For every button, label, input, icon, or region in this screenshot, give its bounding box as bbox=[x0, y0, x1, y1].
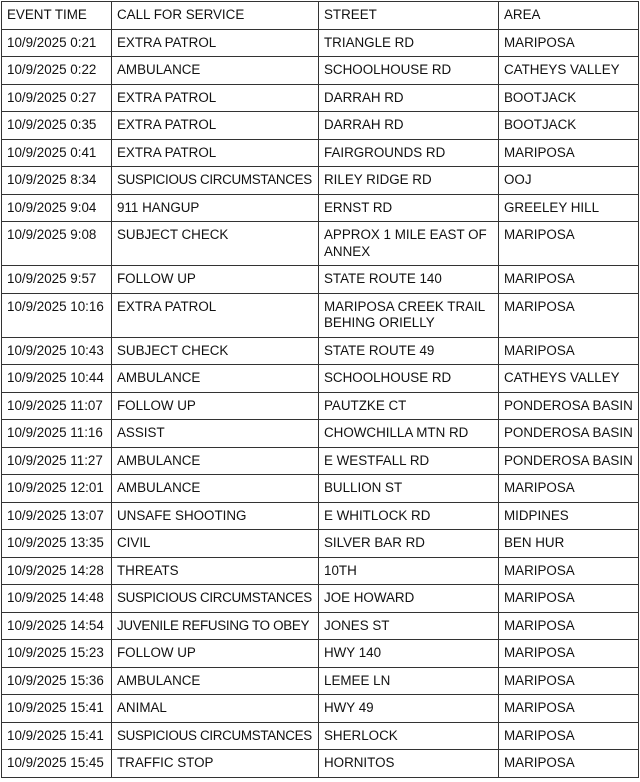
event-time-cell: 10/9/2025 12:01 bbox=[2, 475, 112, 503]
call-type-cell: FOLLOW UP bbox=[112, 392, 319, 420]
header-event-time: EVENT TIME bbox=[2, 2, 112, 30]
area-cell: GREELEY HILL bbox=[499, 194, 639, 222]
table-row bbox=[2, 447, 639, 475]
call-type-cell: EXTRA PATROL bbox=[112, 139, 319, 167]
call-type-cell: UNSAFE SHOOTING bbox=[112, 502, 319, 530]
street-cell: 10TH bbox=[319, 557, 499, 585]
table-row bbox=[2, 266, 639, 294]
area-cell: MARIPOSA bbox=[499, 667, 639, 695]
table-row bbox=[2, 29, 639, 57]
street-cell: JOE HOWARD bbox=[319, 585, 499, 613]
street-cell: CHOWCHILLA MTN RD bbox=[319, 420, 499, 448]
event-time-cell: 10/9/2025 8:34 bbox=[2, 167, 112, 195]
area-cell: BOOTJACK bbox=[499, 84, 639, 112]
call-type-cell: SUSPICIOUS CIRCUMSTANCES bbox=[112, 722, 319, 750]
call-type-cell: EXTRA PATROL bbox=[112, 84, 319, 112]
table-body bbox=[2, 29, 639, 777]
area-cell: MARIPOSA bbox=[499, 640, 639, 668]
street-cell: APPROX 1 MILE EAST OF ANNEX bbox=[319, 222, 499, 266]
area-cell: OOJ bbox=[499, 167, 639, 195]
call-type-cell: FOLLOW UP bbox=[112, 640, 319, 668]
call-type-cell: SUBJECT CHECK bbox=[112, 337, 319, 365]
area-cell: PONDEROSA BASIN bbox=[499, 420, 639, 448]
event-time-cell: 10/9/2025 13:35 bbox=[2, 530, 112, 558]
street-cell: SILVER BAR RD bbox=[319, 530, 499, 558]
street-cell: HWY 49 bbox=[319, 695, 499, 723]
event-time-cell: 10/9/2025 14:48 bbox=[2, 585, 112, 613]
table-row bbox=[2, 365, 639, 393]
call-type-cell: SUSPICIOUS CIRCUMSTANCES bbox=[112, 585, 319, 613]
table-row bbox=[2, 112, 639, 140]
area-cell: CATHEYS VALLEY bbox=[499, 365, 639, 393]
event-time-cell: 10/9/2025 11:27 bbox=[2, 447, 112, 475]
event-time-cell: 10/9/2025 11:16 bbox=[2, 420, 112, 448]
event-time-cell: 10/9/2025 15:23 bbox=[2, 640, 112, 668]
table-row bbox=[2, 194, 639, 222]
street-cell: SHERLOCK bbox=[319, 722, 499, 750]
header-area: AREA bbox=[499, 2, 639, 30]
table-row bbox=[2, 222, 639, 266]
area-cell: MARIPOSA bbox=[499, 293, 639, 337]
street-cell: BULLION ST bbox=[319, 475, 499, 503]
call-type-cell: EXTRA PATROL bbox=[112, 29, 319, 57]
event-time-cell: 10/9/2025 14:28 bbox=[2, 557, 112, 585]
table-row bbox=[2, 640, 639, 668]
area-cell: MARIPOSA bbox=[499, 266, 639, 294]
call-type-cell: SUBJECT CHECK bbox=[112, 222, 319, 266]
event-time-cell: 10/9/2025 15:41 bbox=[2, 722, 112, 750]
table-row bbox=[2, 293, 639, 337]
event-time-cell: 10/9/2025 15:36 bbox=[2, 667, 112, 695]
event-time-cell: 10/9/2025 0:41 bbox=[2, 139, 112, 167]
street-cell: SCHOOLHOUSE RD bbox=[319, 57, 499, 85]
area-cell: PONDEROSA BASIN bbox=[499, 392, 639, 420]
area-cell: MARIPOSA bbox=[499, 612, 639, 640]
event-time-cell: 10/9/2025 10:43 bbox=[2, 337, 112, 365]
street-cell: SCHOOLHOUSE RD bbox=[319, 365, 499, 393]
header-call-for-service: CALL FOR SERVICE bbox=[112, 2, 319, 30]
event-time-cell: 10/9/2025 9:08 bbox=[2, 222, 112, 266]
area-cell: BEN HUR bbox=[499, 530, 639, 558]
area-cell: MARIPOSA bbox=[499, 585, 639, 613]
call-type-cell: EXTRA PATROL bbox=[112, 293, 319, 337]
area-cell: MARIPOSA bbox=[499, 475, 639, 503]
event-time-cell: 10/9/2025 0:27 bbox=[2, 84, 112, 112]
street-cell: STATE ROUTE 140 bbox=[319, 266, 499, 294]
call-type-cell: EXTRA PATROL bbox=[112, 112, 319, 140]
call-type-cell: AMBULANCE bbox=[112, 447, 319, 475]
area-cell: MARIPOSA bbox=[499, 29, 639, 57]
area-cell: MARIPOSA bbox=[499, 139, 639, 167]
header-street: STREET bbox=[319, 2, 499, 30]
table-row bbox=[2, 337, 639, 365]
street-cell: MARIPOSA CREEK TRAIL BEHING ORIELLY bbox=[319, 293, 499, 337]
street-cell: ERNST RD bbox=[319, 194, 499, 222]
table-row bbox=[2, 557, 639, 585]
street-cell: STATE ROUTE 49 bbox=[319, 337, 499, 365]
call-type-cell: TRAFFIC STOP bbox=[112, 750, 319, 778]
header-row bbox=[2, 2, 639, 30]
event-time-cell: 10/9/2025 15:45 bbox=[2, 750, 112, 778]
area-cell: MARIPOSA bbox=[499, 222, 639, 266]
table-row bbox=[2, 667, 639, 695]
event-time-cell: 10/9/2025 10:44 bbox=[2, 365, 112, 393]
call-type-cell: 911 HANGUP bbox=[112, 194, 319, 222]
table-row bbox=[2, 475, 639, 503]
call-type-cell: ANIMAL bbox=[112, 695, 319, 723]
call-type-cell: AMBULANCE bbox=[112, 667, 319, 695]
table-row bbox=[2, 139, 639, 167]
street-cell: HORNITOS bbox=[319, 750, 499, 778]
event-time-cell: 10/9/2025 0:21 bbox=[2, 29, 112, 57]
area-cell: MARIPOSA bbox=[499, 557, 639, 585]
table-row bbox=[2, 722, 639, 750]
area-cell: MARIPOSA bbox=[499, 337, 639, 365]
call-type-cell: AMBULANCE bbox=[112, 365, 319, 393]
street-cell: DARRAH RD bbox=[319, 112, 499, 140]
call-type-cell: FOLLOW UP bbox=[112, 266, 319, 294]
event-time-cell: 10/9/2025 13:07 bbox=[2, 502, 112, 530]
call-log-table bbox=[1, 1, 639, 778]
table-row bbox=[2, 420, 639, 448]
call-type-cell: THREATS bbox=[112, 557, 319, 585]
street-cell: RILEY RIDGE RD bbox=[319, 167, 499, 195]
street-cell: E WESTFALL RD bbox=[319, 447, 499, 475]
event-time-cell: 10/9/2025 0:22 bbox=[2, 57, 112, 85]
event-time-cell: 10/9/2025 11:07 bbox=[2, 392, 112, 420]
event-time-cell: 10/9/2025 9:57 bbox=[2, 266, 112, 294]
event-time-cell: 10/9/2025 0:35 bbox=[2, 112, 112, 140]
table-row bbox=[2, 750, 639, 778]
table-row bbox=[2, 530, 639, 558]
event-time-cell: 10/9/2025 14:54 bbox=[2, 612, 112, 640]
street-cell: E WHITLOCK RD bbox=[319, 502, 499, 530]
table-row bbox=[2, 57, 639, 85]
event-time-cell: 10/9/2025 15:41 bbox=[2, 695, 112, 723]
call-type-cell: CIVIL bbox=[112, 530, 319, 558]
street-cell: TRIANGLE RD bbox=[319, 29, 499, 57]
area-cell: MARIPOSA bbox=[499, 722, 639, 750]
street-cell: DARRAH RD bbox=[319, 84, 499, 112]
table-row bbox=[2, 392, 639, 420]
street-cell: LEMEE LN bbox=[319, 667, 499, 695]
call-type-cell: JUVENILE REFUSING TO OBEY bbox=[112, 612, 319, 640]
table-row bbox=[2, 502, 639, 530]
area-cell: CATHEYS VALLEY bbox=[499, 57, 639, 85]
table-header bbox=[2, 2, 639, 30]
call-type-cell: ASSIST bbox=[112, 420, 319, 448]
event-time-cell: 10/9/2025 10:16 bbox=[2, 293, 112, 337]
table-row bbox=[2, 167, 639, 195]
area-cell: PONDEROSA BASIN bbox=[499, 447, 639, 475]
call-type-cell: AMBULANCE bbox=[112, 57, 319, 85]
call-type-cell: AMBULANCE bbox=[112, 475, 319, 503]
area-cell: MARIPOSA bbox=[499, 750, 639, 778]
street-cell: JONES ST bbox=[319, 612, 499, 640]
table-row bbox=[2, 612, 639, 640]
call-type-cell: SUSPICIOUS CIRCUMSTANCES bbox=[112, 167, 319, 195]
area-cell: MIDPINES bbox=[499, 502, 639, 530]
event-time-cell: 10/9/2025 9:04 bbox=[2, 194, 112, 222]
table-row bbox=[2, 695, 639, 723]
street-cell: HWY 140 bbox=[319, 640, 499, 668]
table-row bbox=[2, 84, 639, 112]
area-cell: MARIPOSA bbox=[499, 695, 639, 723]
street-cell: PAUTZKE CT bbox=[319, 392, 499, 420]
area-cell: BOOTJACK bbox=[499, 112, 639, 140]
table-row bbox=[2, 585, 639, 613]
street-cell: FAIRGROUNDS RD bbox=[319, 139, 499, 167]
